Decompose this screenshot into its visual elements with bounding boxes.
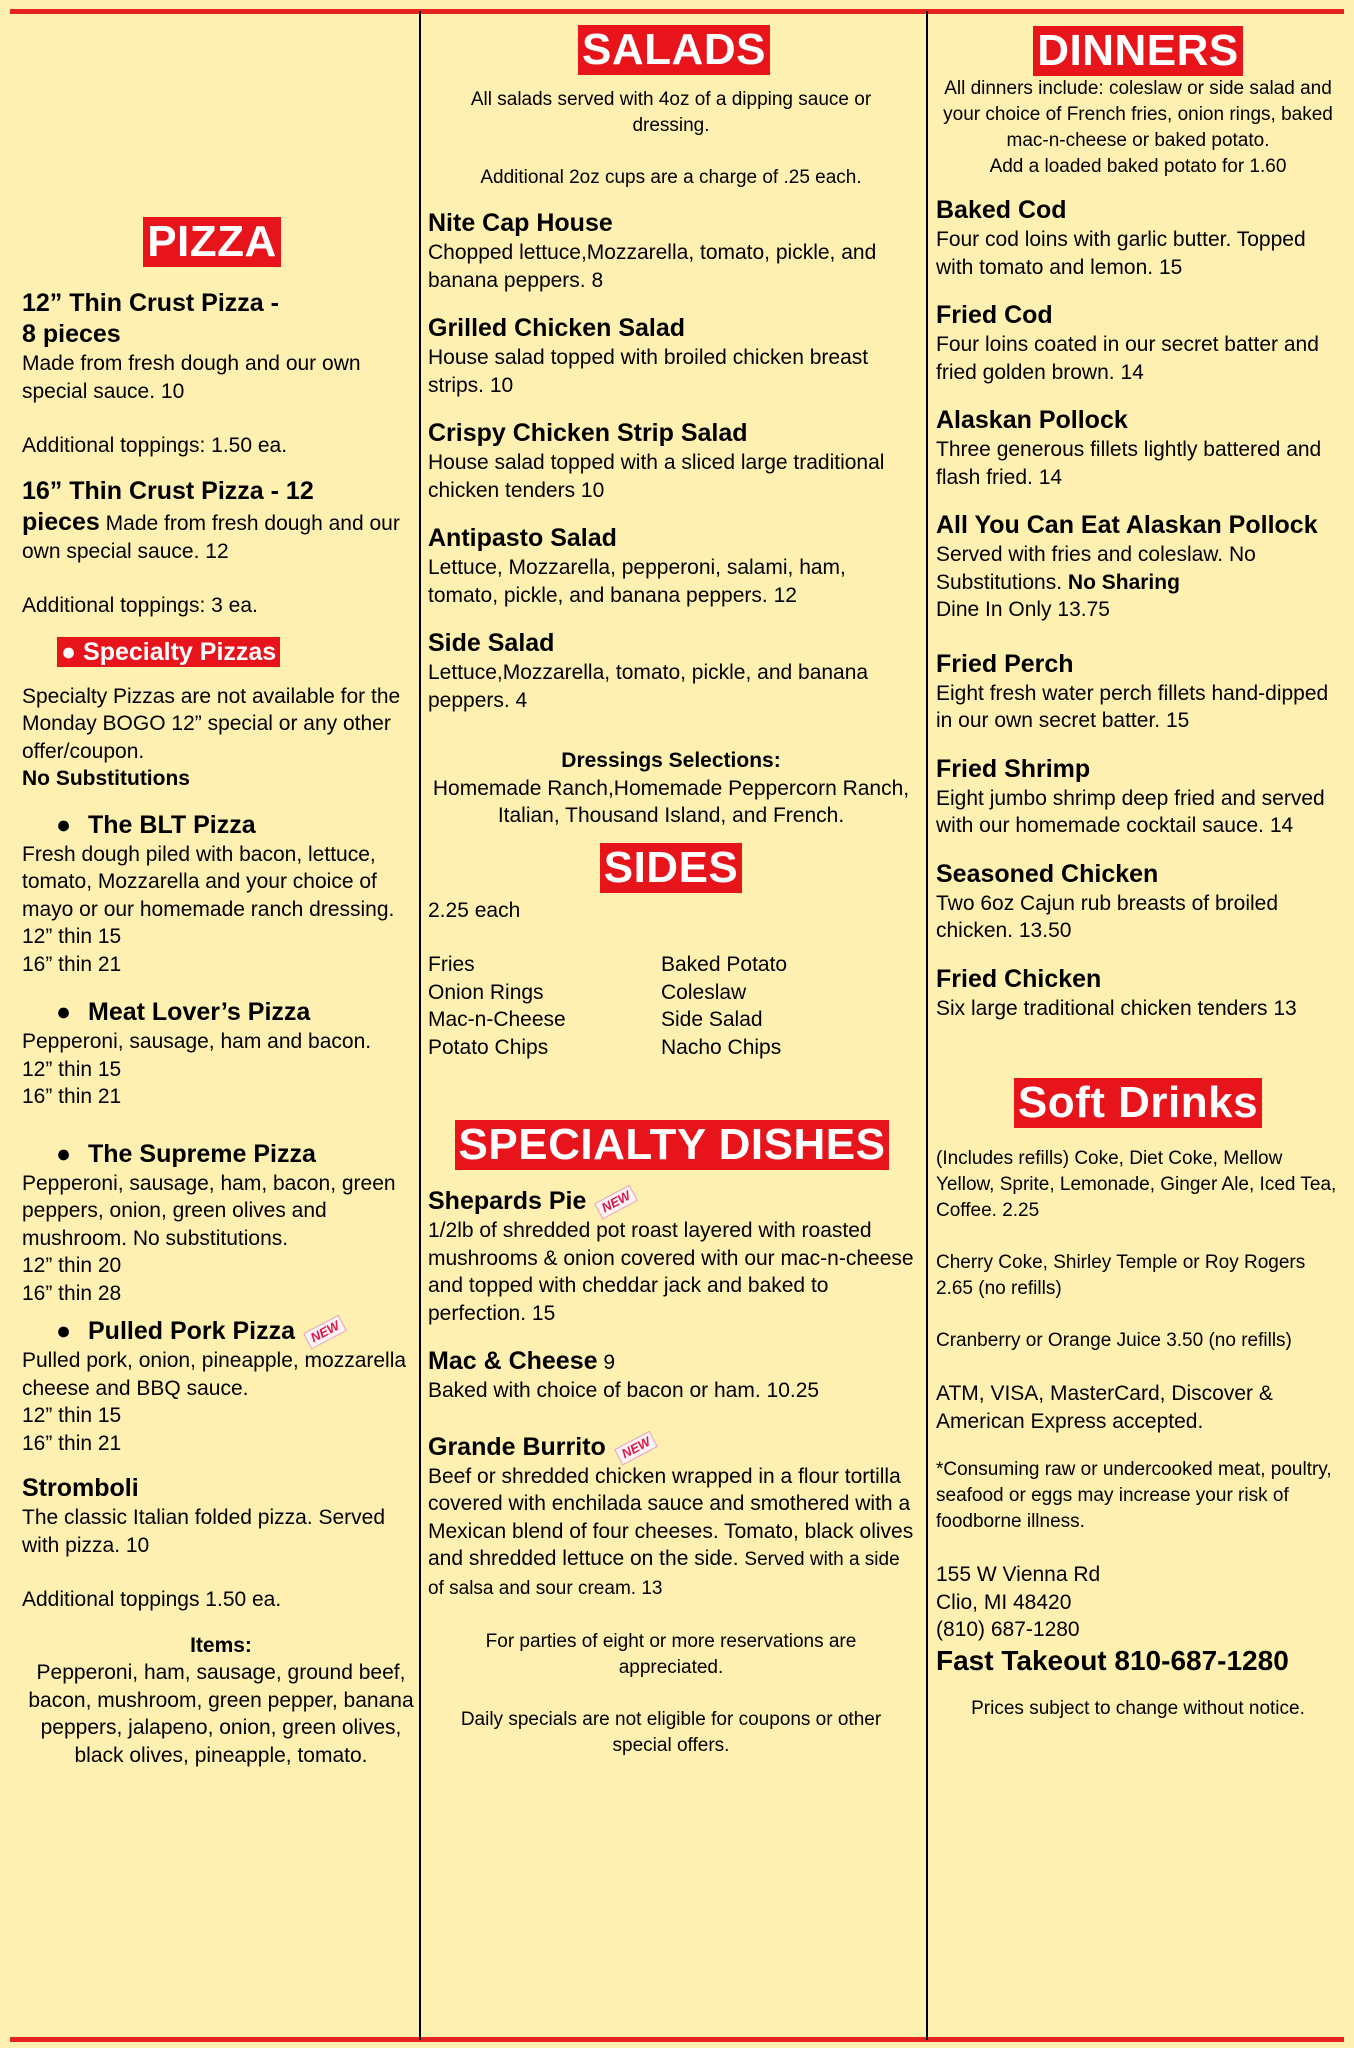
side-item: Onion Rings	[428, 980, 544, 1004]
menu-item-desc: Six large traditional chicken tenders 13	[936, 996, 1297, 1020]
side-item: Baked Potato	[661, 953, 788, 976]
price-line: 16” thin 21	[22, 952, 122, 976]
prices-note: Prices subject to change without notice.	[971, 1697, 1305, 1719]
menu-item-name: Alaskan Pollock	[936, 406, 1128, 434]
salads-heading: SALADS	[578, 25, 770, 75]
price-line: 16” thin 21	[22, 1085, 122, 1108]
salads-intro: All salads served with 4oz of a dipping sauce or dressing.	[470, 89, 872, 136]
price-line: 12” thin 20	[22, 1254, 122, 1277]
meat-lovers-pizza-name: ● Meat Lover’s Pizza	[56, 998, 311, 1026]
dinners-heading: DINNERS	[1033, 26, 1243, 76]
menu-item-name: Grilled Chicken Salad	[428, 314, 686, 342]
price-line: 12” thin 15	[22, 1404, 122, 1427]
sides-heading: SIDES	[600, 843, 743, 893]
sides-list	[428, 951, 914, 1061]
new-badge-icon: NEW	[614, 1430, 658, 1465]
specials-note: Daily specials are not eligible for coupons or other special offers.	[460, 1709, 882, 1756]
takeout-phone: Fast Takeout 810-687-1280	[936, 1644, 1289, 1676]
parties-note: For parties of eight or more reservations are appreciated.	[485, 1631, 857, 1678]
drinks-specialty: Cherry Coke, Shirley Temple or Roy Rogers 2.65 (no refills)	[936, 1252, 1306, 1299]
food-warning: *Consuming raw or undercooked meat, poultry, seafood or eggs may increase your risk of foodborne illness.	[936, 1459, 1332, 1532]
drinks-juice: Cranberry or Orange Juice 3.50 (no refills)	[936, 1330, 1292, 1351]
side-item: Mac-n-Cheese	[428, 1008, 566, 1031]
price-line: 16” thin 21	[22, 1431, 122, 1455]
price-line: 12” thin 15	[22, 1057, 122, 1081]
side-item: Side Salad	[661, 1008, 763, 1031]
grande-burrito-desc: Beef or shredded chicken wrapped in a flour tortilla covered with enchilada sauce and smothered with a Mexican blend of four cheeses. Tomato, black olives and shredded lettuce on the side. Served with a side of salsa and sour cream. 13	[428, 1464, 914, 1599]
new-badge-icon: NEW	[595, 1185, 639, 1220]
side-item: Coleslaw	[661, 980, 747, 1004]
shepards-pie-name: Shepards Pie NEW	[428, 1186, 914, 1217]
salads-extra-cups: Additional 2oz cups are a charge of .25 each.	[480, 167, 862, 188]
menu-item-desc: Lettuce, Mozzarella, pepperoni, salami, ham, tomato, pickle, and banana peppers. 12	[428, 556, 846, 607]
price-line: 12” thin 15	[22, 925, 122, 948]
meat-lovers-pizza-desc: Pepperoni, sausage, ham and bacon.	[22, 1030, 372, 1053]
menu-item-name: Seasoned Chicken	[936, 859, 1159, 888]
loaded-potato-note: Add a loaded baked potato for 1.60	[989, 156, 1287, 177]
dinners-column	[936, 14, 1340, 2034]
menu-item-desc: Lettuce,Mozzarella, tomato, pickle, and banana peppers. 4	[428, 661, 869, 712]
toppings-price: Additional toppings 1.50 ea.	[22, 1588, 282, 1611]
salads-column	[428, 14, 914, 2034]
specialty-dishes-heading: SPECIALTY DISHES	[455, 1120, 890, 1170]
sides-price: 2.25 each	[428, 898, 521, 922]
menu-item-name: Nite Cap House	[428, 209, 613, 237]
menu-item-name: Fried Shrimp	[936, 754, 1091, 783]
menu-item-name: Baked Cod	[936, 196, 1067, 224]
menu-item-desc: Two 6oz Cajun rub breasts of broiled chicken. 13.50	[936, 891, 1279, 942]
item-name: 12” Thin Crust Pizza - 8 pieces	[22, 289, 279, 348]
item-16-thin: 16” Thin Crust Pizza - 12 pieces Made from fresh dough and our own special sauce. 12	[22, 476, 400, 563]
menu-item-name: Side Salad	[428, 629, 555, 657]
menu-item-name: Fried Cod	[936, 301, 1053, 329]
dinner-list	[936, 649, 1340, 1042]
menu-item-desc: Chopped lettuce,Mozzarella, tomato, pickle, and banana peppers. 8	[428, 241, 877, 292]
toppings-items-list: Pepperoni, ham, sausage, ground beef, bacon, mushroom, green pepper, banana peppers, jalapeno, onion, green olives, black olives, pineapple, tomato.	[28, 1661, 414, 1767]
menu-item-desc: House salad topped with broiled chicken breast strips. 10	[428, 346, 869, 397]
side-item: Nacho Chips	[661, 1035, 782, 1059]
side-item: Potato Chips	[428, 1035, 549, 1059]
menu-item-desc: Four loins coated in our secret batter and fried golden brown. 14	[936, 333, 1319, 384]
drinks-refills: (Includes refills) Coke, Diet Coke, Mellow Yellow, Sprite, Lemonade, Ginger Ale, Iced Tea, Coffee. 2.25	[936, 1148, 1337, 1221]
dinner-list	[936, 195, 1340, 510]
shepards-pie-desc: 1/2lb of shredded pot roast layered with roasted mushrooms & onion covered with our mac-n-cheese and topped with cheddar jack and baked to perfection. 15	[428, 1219, 914, 1325]
column-divider-right	[926, 11, 928, 2040]
menu-item-desc: Eight fresh water perch fillets hand-dipped in our own secret batter. 15	[936, 681, 1329, 732]
salad-list	[428, 208, 914, 733]
pizza-heading: PIZZA	[143, 217, 281, 267]
dinners-intro: All dinners include: coleslaw or side salad and your choice of French fries, onion rings, baked mac-n-cheese or baked potato.	[943, 78, 1333, 151]
pulled-pork-pizza-name: ● Pulled Pork Pizza NEW	[22, 1315, 420, 1347]
pizza-column	[22, 14, 420, 2034]
blt-pizza-name: ● The BLT Pizza	[56, 810, 256, 839]
side-item: Fries	[428, 953, 475, 976]
stromboli-desc: The classic Italian folded pizza. Served with pizza. 10	[22, 1506, 386, 1557]
menu-item-name: Fried Perch	[936, 649, 1074, 678]
menu-item-name: Antipasto Salad	[428, 524, 617, 552]
menu-item-desc: Three generous fillets lightly battered and flash fried. 14	[936, 438, 1322, 489]
supreme-pizza-desc: Pepperoni, sausage, ham, bacon, green peppers, onion, green olives and mushroom. No substitutions.	[22, 1171, 396, 1250]
blt-pizza-desc: Fresh dough piled with bacon, lettuce, tomato, Mozzarella and your choice of mayo or our homemade ranch dressing.	[22, 842, 395, 921]
menu-item-desc: Four cod loins with garlic butter. Topped with tomato and lemon. 15	[936, 228, 1306, 279]
menu-item-name: Crispy Chicken Strip Salad	[428, 419, 748, 447]
dressings-heading: Dressings Selections:	[561, 749, 781, 772]
bottom-red-rule	[10, 2037, 1344, 2042]
price-line: 16” thin 28	[22, 1281, 122, 1305]
item-desc: Made from fresh dough and our own special sauce. 10	[22, 352, 361, 403]
grande-burrito-name: Grande Burrito NEW	[428, 1432, 914, 1463]
no-substitutions: No Substitutions	[22, 767, 190, 790]
mac-cheese-desc: Baked with choice of bacon or ham. 10.25	[428, 1379, 820, 1402]
supreme-pizza-name: ● The Supreme Pizza	[56, 1139, 316, 1168]
menu-item-name: Fried Chicken	[936, 964, 1102, 993]
address-line: 155 W Vienna Rd	[936, 1563, 1101, 1586]
mac-cheese-name: Mac & Cheese 9	[428, 1347, 616, 1375]
specialty-note: Specialty Pizzas are not available for the Monday BOGO 12” special or any other offer/coupon.	[22, 684, 401, 763]
toppings-price: Additional toppings: 1.50 ea.	[22, 434, 288, 457]
new-badge-icon: NEW	[303, 1315, 347, 1350]
stromboli-name: Stromboli	[22, 1474, 139, 1502]
dressings-list: Homemade Ranch,Homemade Peppercorn Ranch, Italian, Thousand Island, and French.	[432, 776, 910, 827]
toppings-price: Additional toppings: 3 ea.	[22, 594, 258, 617]
phone-number: (810) 687-1280	[936, 1618, 1080, 1641]
soft-drinks-heading: Soft Drinks	[1014, 1078, 1262, 1128]
menu-item-desc: Eight jumbo shrimp deep fried and served with our homemade cocktail sauce. 14	[936, 786, 1325, 837]
menu-item-desc: House salad topped with a sliced large traditional chicken tenders 10	[428, 451, 885, 502]
payment-note: ATM, VISA, MasterCard, Discover & American Express accepted.	[936, 1382, 1273, 1433]
items-heading: Items:	[190, 1633, 252, 1657]
pulled-pork-pizza-desc: Pulled pork, onion, pineapple, mozzarella cheese and BBQ sauce.	[22, 1349, 407, 1400]
dinner-item-name: All You Can Eat Alaskan Pollock	[936, 511, 1318, 539]
specialty-pizzas-label: ● Specialty Pizzas	[22, 637, 420, 667]
address-line: Clio, MI 48420	[936, 1590, 1072, 1614]
dinner-item-desc: Served with fries and coleslaw. No Substitutions. No Sharing Dine In Only 13.75	[936, 543, 1256, 621]
